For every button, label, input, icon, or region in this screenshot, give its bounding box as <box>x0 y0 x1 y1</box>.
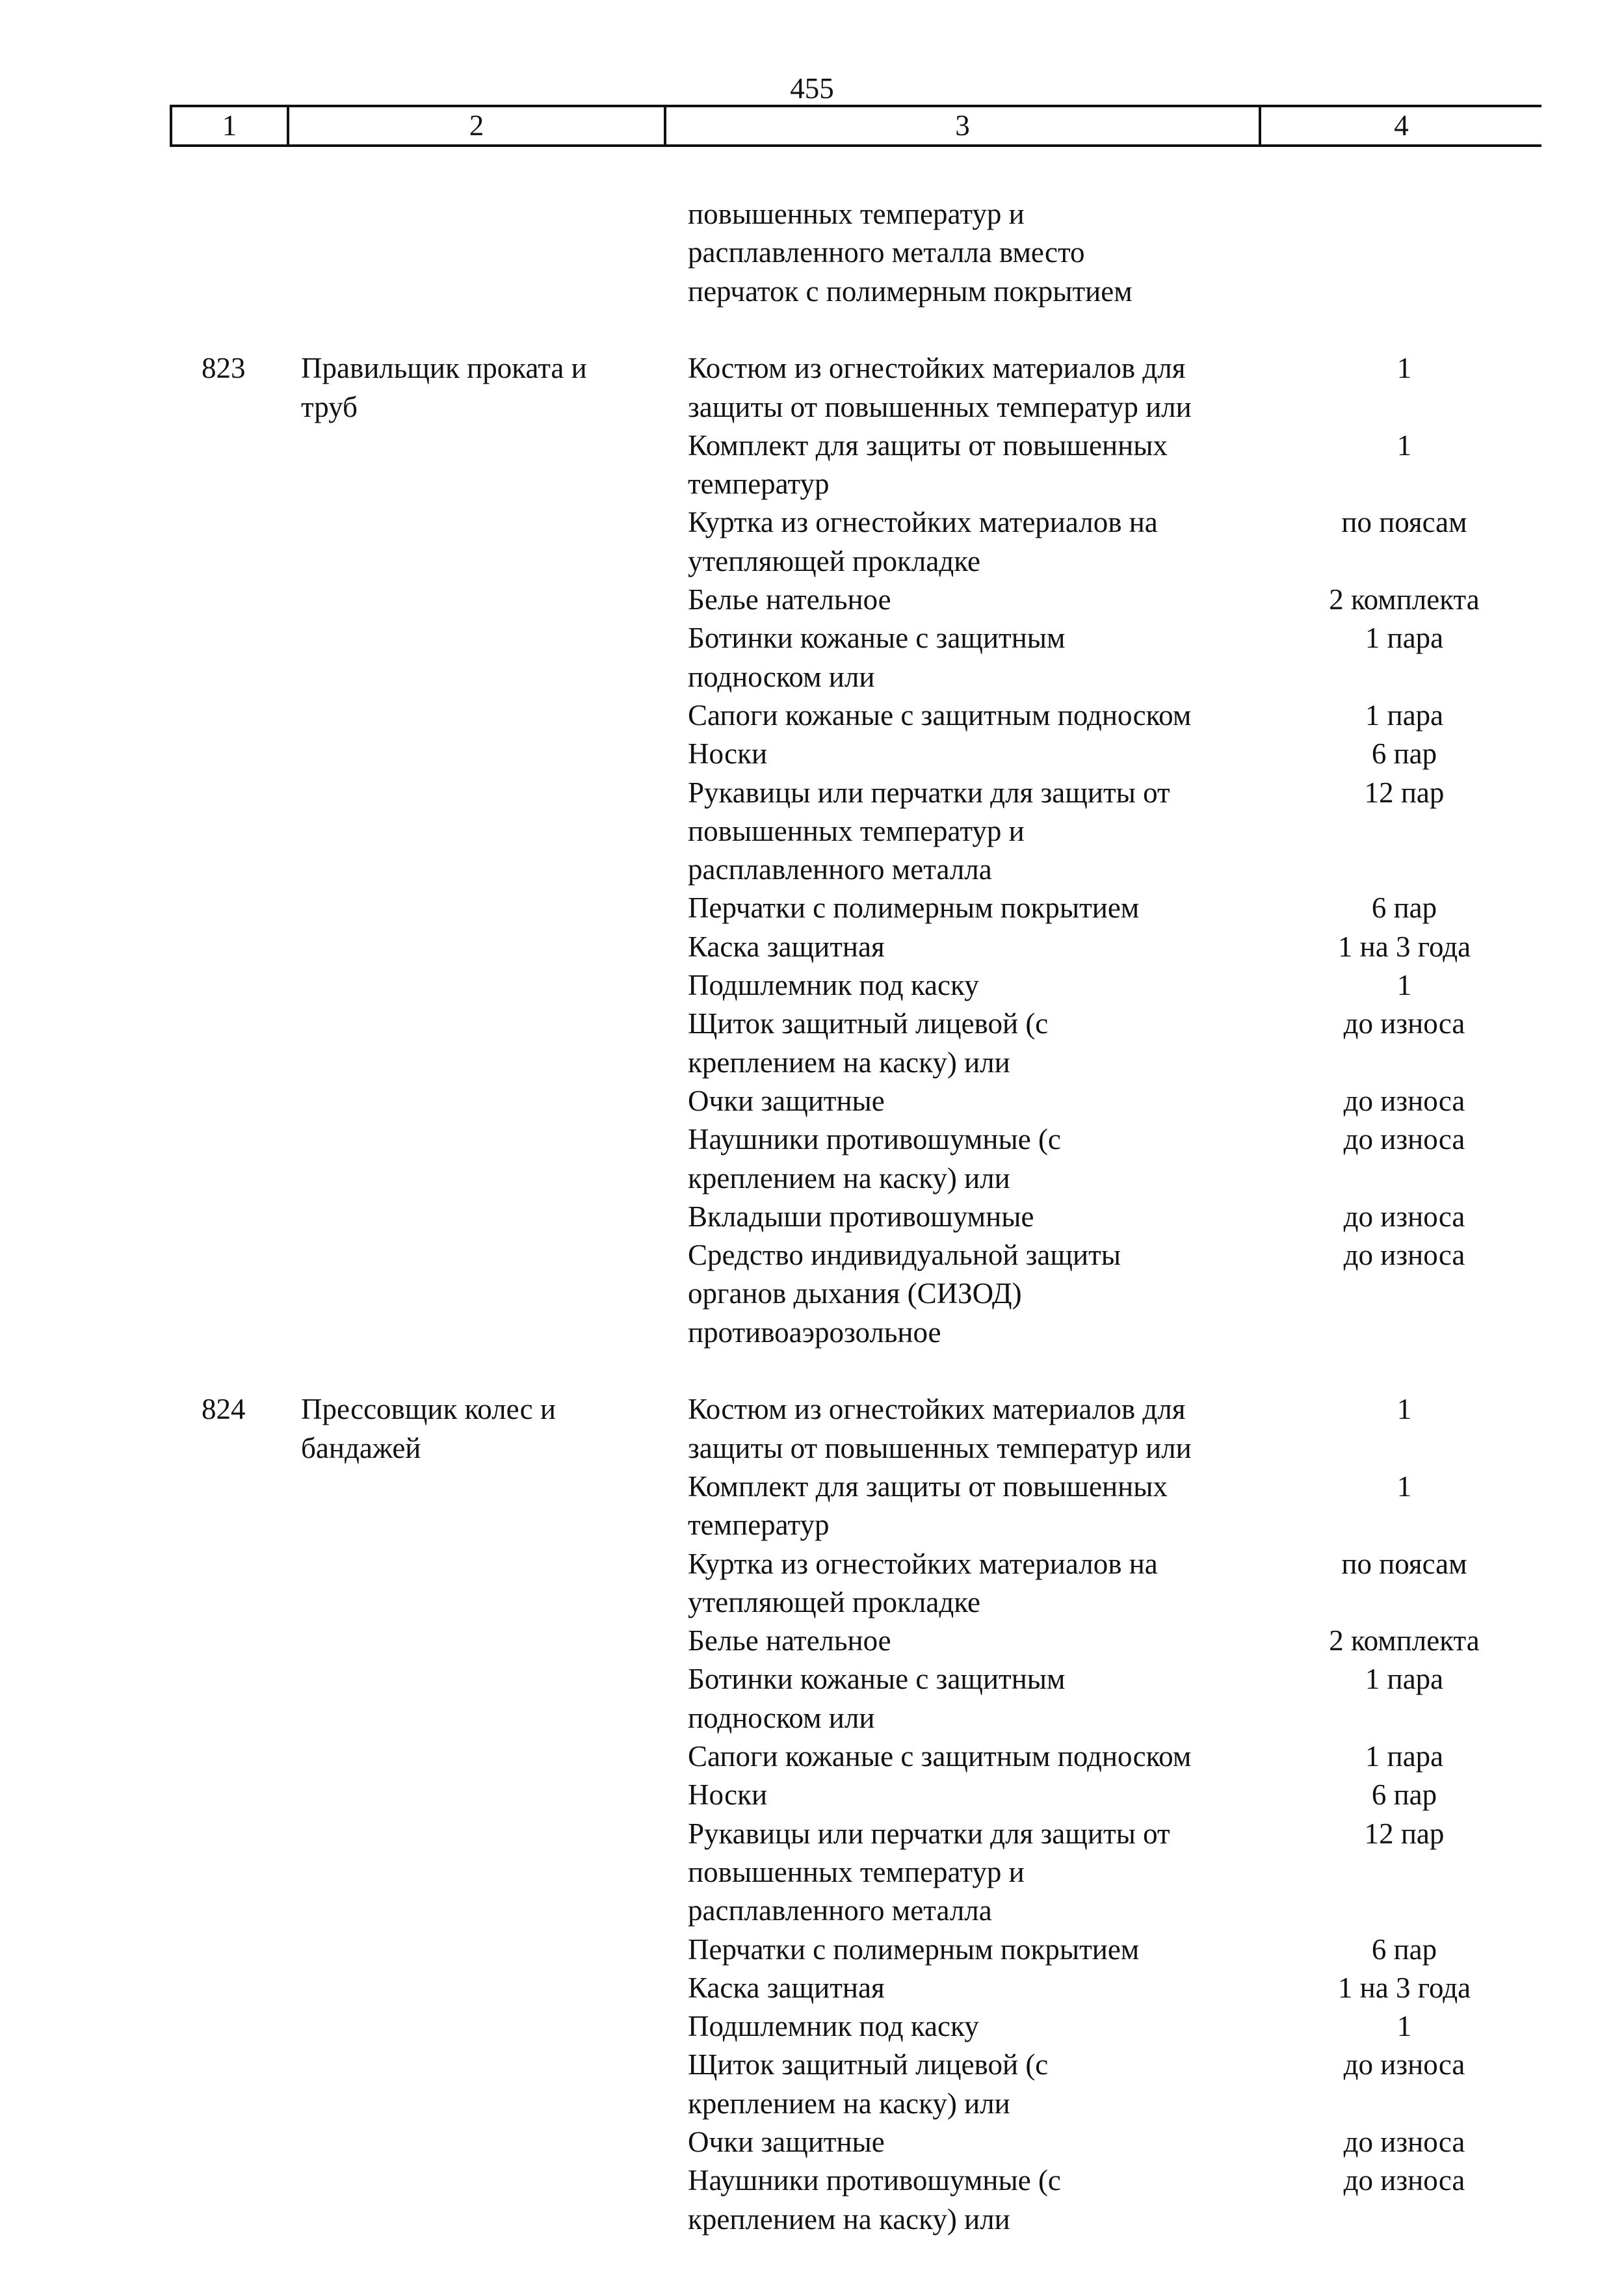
item-text: Наушники противошумные (с <box>688 1123 1061 1156</box>
item-text: Каска защитная <box>688 1971 885 2004</box>
item-text: расплавленного металла <box>688 853 992 886</box>
item-text: Средство индивидуальной защиты <box>688 1239 1121 1272</box>
item-quantity: 1 <box>1396 1393 1412 1426</box>
continuation-line: расплавленного металла вместо <box>688 236 1085 269</box>
item-quantity: до износа <box>1343 1084 1465 1117</box>
item-text: Очки защитные <box>688 2126 885 2158</box>
item-text: Наушники противошумные (с <box>688 2164 1061 2197</box>
item-text: температур <box>688 1509 830 1542</box>
item-quantity: по поясам <box>1341 506 1467 539</box>
item-text: Перчатки с полимерным покрытием <box>688 1933 1140 1966</box>
item-text: защиты от повышенных температур или <box>688 390 1192 423</box>
item-text: Щиток защитный лицевой (с <box>688 2048 1049 2081</box>
header-col-2: 2 <box>287 107 664 144</box>
item-text: Ботинки кожаные с защитным <box>688 1663 1066 1696</box>
item-text: расплавленного металла <box>688 1894 992 1927</box>
item-quantity: 6 пар <box>1371 1933 1437 1966</box>
item-text: повышенных температур и <box>688 814 1025 847</box>
item-text: Сапоги кожаные с защитным подноском <box>688 1740 1192 1773</box>
item-text: Подшлемник под каску <box>688 2010 979 2043</box>
item-quantity: 1 пара <box>1365 1663 1444 1696</box>
item-quantity: 1 <box>1396 2010 1412 2043</box>
item-quantity: 1 пара <box>1365 1740 1444 1773</box>
item-quantity: 1 <box>1396 429 1412 462</box>
item-text: защиты от повышенных температур или <box>688 1431 1192 1464</box>
item-quantity: 12 пар <box>1364 1817 1445 1850</box>
item-text: Щиток защитный лицевой (с <box>688 1007 1049 1040</box>
item-text: Белье нательное <box>688 583 891 616</box>
item-text: органов дыхания (СИЗОД) <box>688 1277 1022 1310</box>
item-quantity: 1 на 3 года <box>1337 930 1471 963</box>
item-quantity: до износа <box>1343 2164 1465 2197</box>
item-text: Ботинки кожаные с защитным <box>688 622 1066 655</box>
continuation-line: перчаток с полимерным покрытием <box>688 274 1133 308</box>
item-text: креплением на каску) или <box>688 2087 1010 2120</box>
item-text: подноском или <box>688 1701 875 1734</box>
item-quantity: до износа <box>1343 2126 1465 2158</box>
item-text: Сапоги кожаные с защитным подноском <box>688 698 1192 732</box>
profession-name: бандажей <box>301 1431 421 1464</box>
item-quantity: 12 пар <box>1364 776 1445 809</box>
item-text: Рукавицы или перчатки для защиты от <box>688 776 1170 809</box>
item-text: Костюм из огнестойких материалов для <box>688 352 1186 385</box>
item-text: креплением на каску) или <box>688 2202 1010 2236</box>
item-quantity: 2 комплекта <box>1329 583 1480 616</box>
entry-number: 823 <box>202 352 246 385</box>
item-text: Подшлемник под каску <box>688 969 979 1001</box>
item-quantity: до износа <box>1343 1123 1465 1156</box>
item-quantity: до износа <box>1343 2048 1465 2081</box>
header-col-3: 3 <box>664 107 1259 144</box>
item-quantity: 1 <box>1396 969 1412 1001</box>
item-quantity: по поясам <box>1341 1547 1467 1580</box>
item-text: креплением на каску) или <box>688 1161 1010 1194</box>
item-text: Носки <box>688 737 768 771</box>
item-text: утепляющей прокладке <box>688 1585 980 1618</box>
item-quantity: 6 пар <box>1371 1778 1437 1812</box>
item-text: Куртка из огнестойких материалов на <box>688 1547 1158 1580</box>
item-quantity: 1 <box>1396 352 1412 385</box>
item-text: повышенных температур и <box>688 1855 1025 1888</box>
item-quantity: до износа <box>1343 1239 1465 1272</box>
item-quantity: 6 пар <box>1371 891 1437 925</box>
item-text: Каска защитная <box>688 930 885 963</box>
item-text: Носки <box>688 1778 768 1812</box>
item-text: Очки защитные <box>688 1084 885 1117</box>
item-text: Перчатки с полимерным покрытием <box>688 891 1140 925</box>
page-number: 455 <box>790 72 834 105</box>
continuation-line: повышенных температур и <box>688 198 1025 230</box>
item-text: креплением на каску) или <box>688 1046 1010 1079</box>
item-quantity: до износа <box>1343 1007 1465 1040</box>
item-text: Рукавицы или перчатки для защиты от <box>688 1817 1170 1850</box>
header-col-1: 1 <box>170 107 287 144</box>
item-text: утепляющей прокладке <box>688 544 980 577</box>
entry-number: 824 <box>202 1393 246 1426</box>
item-quantity: до износа <box>1343 1200 1465 1233</box>
profession-name: Правильщик проката и <box>301 352 587 385</box>
item-text: Комплект для защиты от повышенных <box>688 429 1168 462</box>
item-quantity: 1 <box>1396 1470 1412 1503</box>
item-text: Комплект для защиты от повышенных <box>688 1470 1168 1503</box>
item-text: температур <box>688 468 830 501</box>
item-text: Куртка из огнестойких материалов на <box>688 506 1158 539</box>
item-quantity: 1 на 3 года <box>1337 1971 1471 2004</box>
profession-name: труб <box>301 390 358 423</box>
item-quantity: 1 пара <box>1365 698 1444 732</box>
item-text: Белье нательное <box>688 1624 891 1657</box>
item-text: Костюм из огнестойких материалов для <box>688 1393 1186 1426</box>
item-text: противоаэрозольное <box>688 1315 941 1349</box>
item-quantity: 1 пара <box>1365 622 1444 655</box>
item-text: подноском или <box>688 660 875 693</box>
header-col-4: 4 <box>1259 107 1541 144</box>
profession-name: Прессовщик колес и <box>301 1393 556 1426</box>
item-quantity: 6 пар <box>1371 737 1437 771</box>
item-quantity: 2 комплекта <box>1329 1624 1480 1657</box>
item-text: Вкладыши противошумные <box>688 1200 1034 1233</box>
